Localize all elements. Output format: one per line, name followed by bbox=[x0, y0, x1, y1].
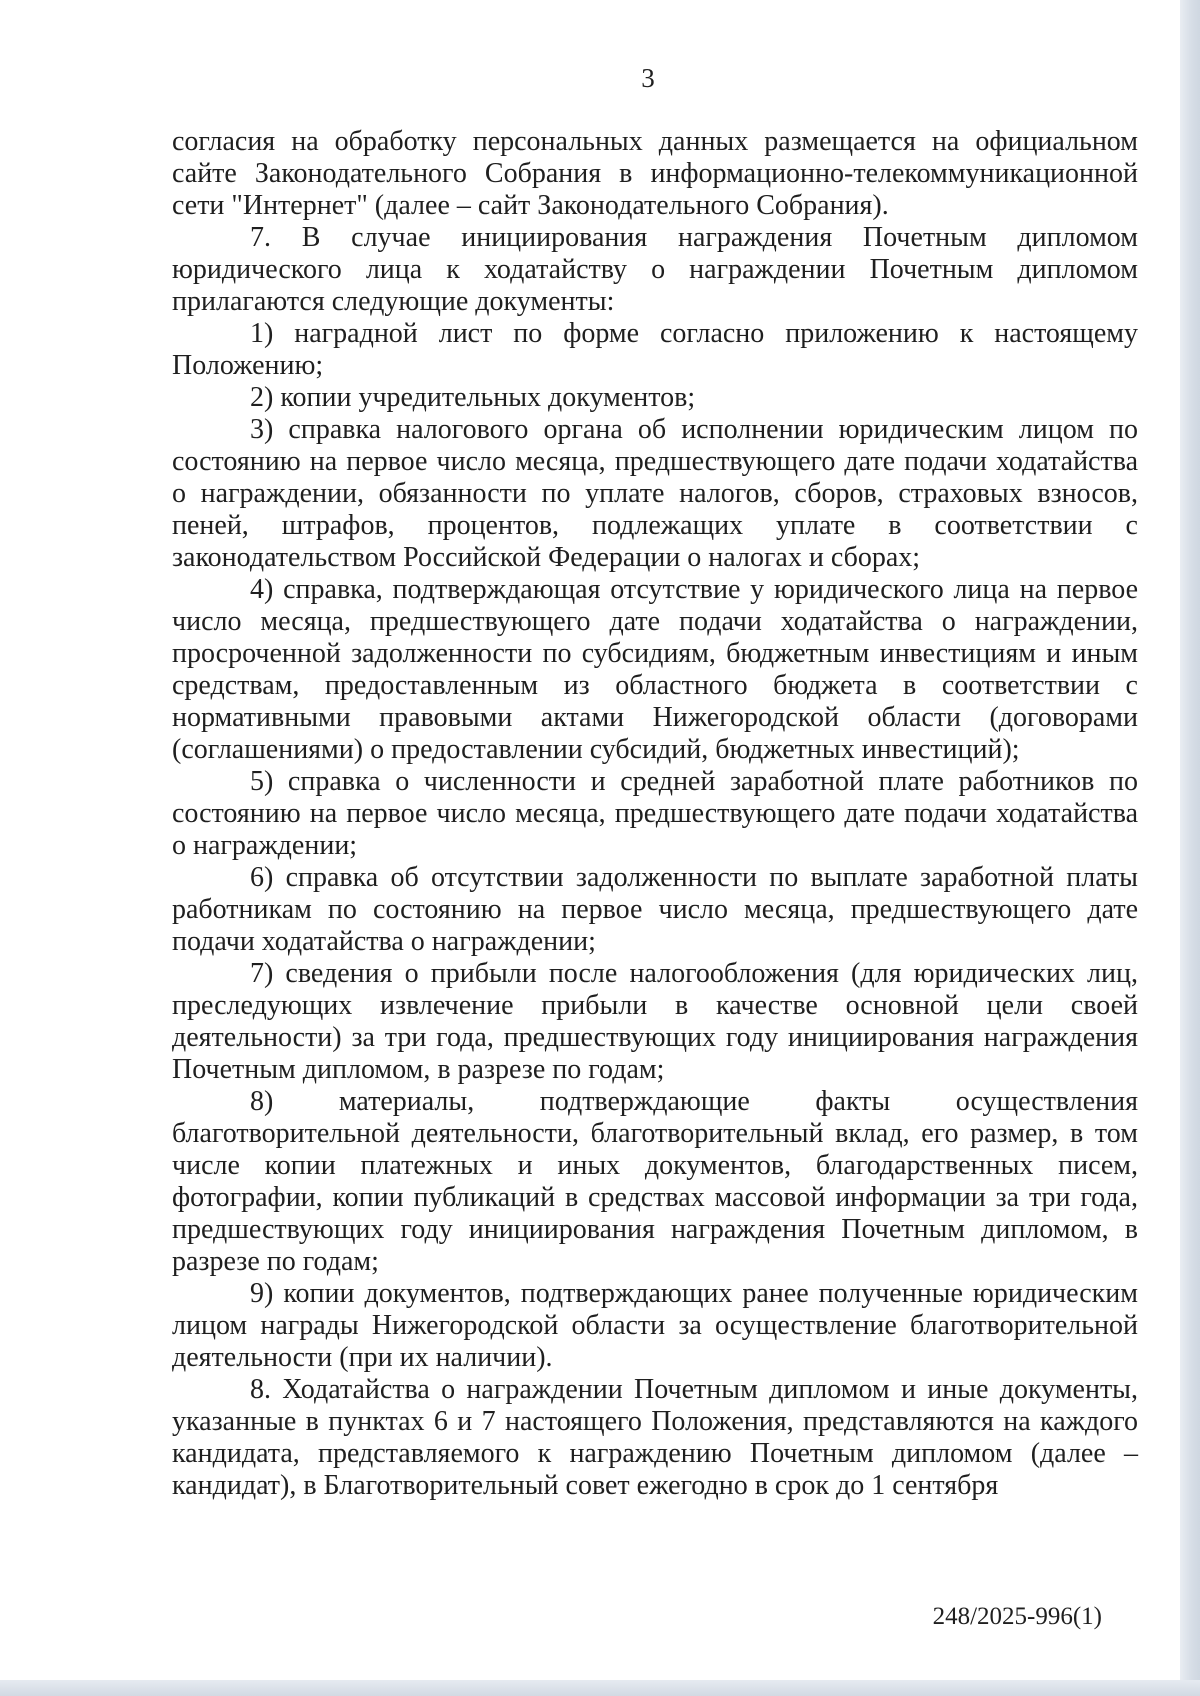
list-item-6: 6) справка об отсутствии задолженности по выплате заработной платы работникам по состоянию на первое число месяца, предшествующего дате подачи ходатайства о награждении; bbox=[172, 862, 1138, 957]
list-item-7: 7) сведения о прибыли после налогообложения (для юридических лиц, преследующих извлечение прибыли в качестве основной цели своей деятельности) за три года, предшествующих году инициирования награждения Почетным дипломом, в разрезе по годам; bbox=[172, 958, 1138, 1085]
list-item-8: 8) материалы, подтверждающие факты осуществления благотворительной деятельности, благотворительный вклад, его размер, в том числе копии платежных и иных документов, благодарственных писем, фотографии, копии публикаций в средствах массовой информации за три года, предшествующих году инициирования награждения Почетным дипломом, в разрезе по годам; bbox=[172, 1086, 1138, 1277]
list-item-4: 4) справка, подтверждающая отсутствие у юридического лица на первое число месяца, предшествующего дате подачи ходатайства о награждении, просроченной задолженности по субсидиям, бюджетным инвестициям и иным средствам, предоставленным из областного бюджета в соответствии с нормативными правовыми актами Нижегородской области (договорами (соглашениями) о предоставлении субсидий, бюджетных инвестиций); bbox=[172, 574, 1138, 765]
list-item-2: 2) копии учредительных документов; bbox=[250, 382, 696, 413]
list-item-1: 1) наградной лист по форме согласно приложению к настоящему Положению; bbox=[172, 318, 1138, 381]
document-registration-code: 248/2025-996(1) bbox=[932, 1603, 1102, 1630]
paragraph-item-7: 7. В случае инициирования награждения Почетным дипломом юридического лица к ходатайству о награждении Почетным дипломом прилагаются следующие документы: bbox=[172, 222, 1138, 317]
paragraph-item-8: 8. Ходатайства о награждении Почетным дипломом и иные документы, указанные в пунктах 6 и 7 настоящего Положения, представляются на каждого кандидата, представляемого к награждению Почетным дипломом (далее – кандидат), в Благотворительный совет ежегодно в срок до 1 сентября bbox=[172, 1374, 1138, 1501]
list-item-9: 9) копии документов, подтверждающих ранее полученные юридическим лицом награды Нижегородской области за осуществление благотворительной деятельности (при их наличии). bbox=[172, 1278, 1138, 1373]
list-item-5: 5) справка о численности и средней заработной плате работников по состоянию на первое число месяца, предшествующего дате подачи ходатайства о награждении; bbox=[172, 766, 1138, 861]
scan-border-right bbox=[1180, 0, 1200, 1696]
list-item-3: 3) справка налогового органа об исполнении юридическим лицом по состоянию на первое число месяца, предшествующего дате подачи ходатайства о награждении, обязанности по уплате налогов, сборов, страховых взносов, пеней, штрафов, процентов, подлежащих уплате в соответствии с законодательством Российской Федерации о налогах и сборах; bbox=[172, 414, 1138, 573]
page-number: 3 bbox=[641, 63, 655, 93]
document-body bbox=[172, 126, 1138, 1502]
scan-border-bottom bbox=[0, 1680, 1200, 1696]
paragraph-consent-continuation: согласия на обработку персональных данных размещается на официальном сайте Законодательного Собрания в информационно-телекоммуникационной сети "Интернет" (далее – сайт Законодательного Собрания). bbox=[172, 126, 1138, 221]
